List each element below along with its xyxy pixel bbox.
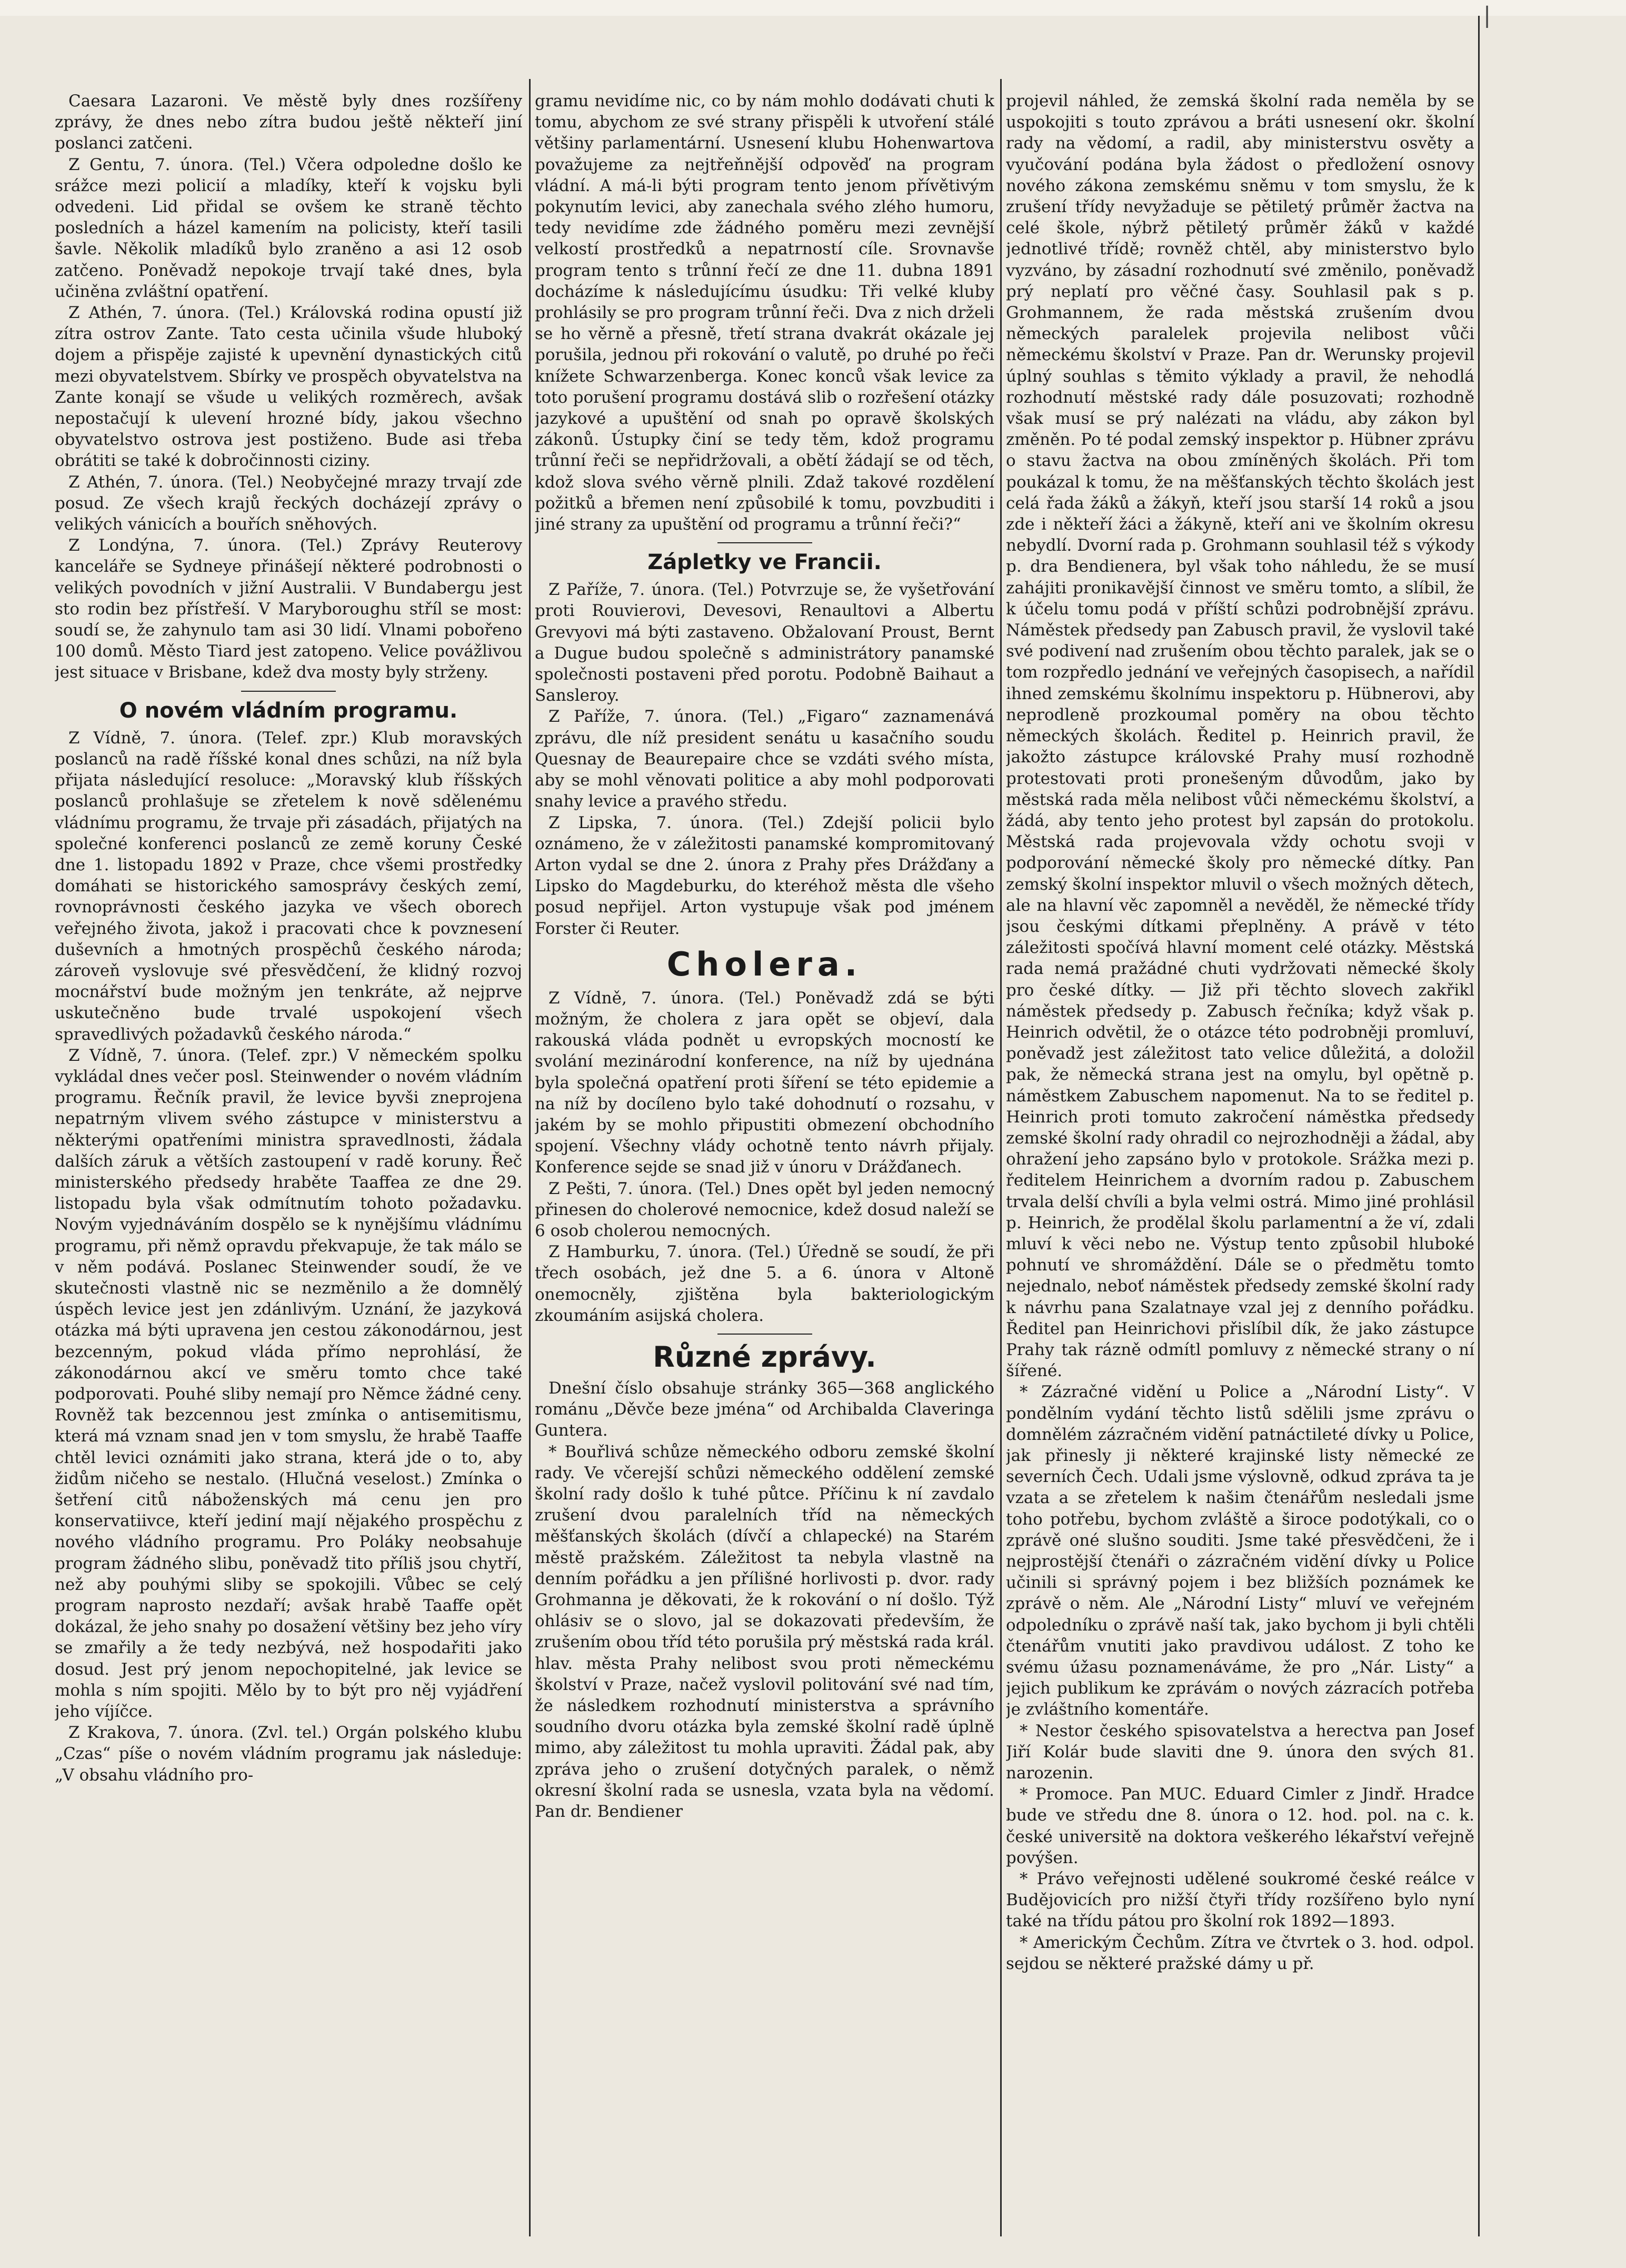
article-paragraph: Z Lipska, 7. února. (Tel.) Zdejší policii bylo oznámeno, že v záležitosti panamské kompromitovaný Arton vydal se dne 2. února z Prahy přes Drážďany a Lipsko do Magdeburku, do kteréhož města dle všeho posud nepřijel. Arton vystupuje však pod jménem Forster či Reuter. (535, 813, 994, 938)
section-divider (717, 542, 812, 543)
page-top-edge (0, 0, 1626, 16)
article-paragraph: gramu nevidíme nic, co by nám mohlo dodávati chuti k tomu, abychom ze své strany přispěli k utvoření stálé většiny parlamentární. Usnesení klubu Hohenwartova považujeme za nejtřeňnější odpověď na program vládní. A má-li býti program tento jenom přívětivým pokynutím levici, aby zanechala svého zlého humoru, tedy nevidíme zde žádného poměru mezi zevnější velkostí prostředků a nepatrností cíle. Srovnavše program tento s trůnní řečí ze dne 11. dubna 1891 docházíme k následujícímu úsudku: Tři velké kluby prohlásily se pro program trůnní řeči. Dva z nich drželi se ho věrně a přesně, třetí strana dvakrát okázale jej porušila, jednou při rokování o valutě, po druhé po řeči knížete Schwarzenberga. Konec konců však levice za toto porušení programu dostává slib o rozřešení otázky jazykové a upuštění od snah po opravě školských zákonů. Ústupky činí se tedy těm, kdož programu trůnní řeči se nepřidržovali, a obětí žádají se od těch, kdož slova svého věrně plnili. Zdaž takové rozdělení požitků a břemen není způsobilé k tomu, povzbuditi i jiné strany za upuštění od programu a trůnní řeči?“ (535, 92, 994, 534)
section-heading: Zápletky ve Francii. (647, 550, 882, 575)
article-paragraph: * Promoce. Pan MUC. Eduard Cimler z Jindř. Hradce bude ve středu dne 8. února o 12. hod. pol. na c. k. české universitě na doktora veškerého lékařství veřejně povýšen. (1006, 1785, 1474, 1867)
article-paragraph: Z Gentu, 7. února. (Tel.) Včera odpoledne došlo ke srážce mezi policií a mladíky, kteří k vojsku byli odvedeni. Lid přidal se ovšem ke straně těchto posledních a házel kamením na policisty, kteří tasili šavle. Několik mladíků bylo zraněno a asi 12 osob zatčeno. Poněvadž nepokoje trvají také dnes, byla učiněna zvláštní opatření. (55, 155, 522, 301)
article-paragraph: * Právo veřejnosti udělené soukromé české reálce v Budějovicích pro nižší čtyři třídy rozšířeno bylo nyní také na třídu pátou pro školní rok 1892—1893. (1006, 1869, 1474, 1931)
article-paragraph: Z Vídně, 7. února. (Telef. zpr.) Klub moravských poslanců na radě říšské konal dnes schůzi, na níž byla přijata následující resoluce: „Moravský klub říšských poslanců prohlašuje se zřetelem k nově sdělenému vládnímu programu, že trvaje při zásadách, přijatých na společné konferenci poslanců ze země koruny České dne 1. listopadu 1892 v Praze, chce všemi prostředky domáhati se historického samosprávy českých zemí, rovnoprávnosti českého jazyka ve všech oborech veřejného života, jakož i pracovati chce k povznesení duševních a hmotných prospěchů českého národa; zároveň vyslovuje své přesvědčení, že klidný rozvoj mocnářství bude možným jen tenkráte, až nejprve uskutečněno bude trvalé uspokojení všech spravedlivých požadavků českého národa.“ (55, 728, 522, 1044)
article-paragraph: Z Krakova, 7. února. (Zvl. tel.) Orgán polského klubu „Czas“ píše o novém vládním programu jak následuje: „V obsahu vládního pro- (55, 1723, 522, 1785)
article-paragraph: * Bouřlivá schůze německého odboru zemské školní rady. Ve včerejší schůzi německého oddělení zemské školní rady došlo k tuhé půtce. Příčinu k ní zavdalo zrušení dvou paralelních tříd na německých měšťanských školách (dívčí a chlapecké) na Starém městě pražském. Záležitost ta nebyla vlastně na denním pořádku a jen přílišné horlivosti p. dvor. rady Grohmanna je děkovati, že k rokování o ní došlo. Týž ohlásiv se o slovo, jal se dokazovati především, že zrušením obou tříd této porušila prý městská rada král. hlav. města Prahy nelibost svou proti německému školství v Praze, načež vyslovil politování své nad tím, že následkem rozhodnutí ministerstva a správního soudního dvoru otázka byla zemské školní radě úplně mimo, aby záležitost tu mohla upraviti. Žádal pak, aby zpráva jeho o zrušení dotyčných paralek, o němž okresní školní rada se usnesla, vzata byla na vědomí. Pan dr. Bendiener (535, 1442, 994, 1822)
page-margin-mark: | (1483, 2, 1491, 28)
section-divider (717, 1334, 812, 1335)
article-paragraph: projevil náhled, že zemská školní rada neměla by se uspokojiti s touto zprávou a bráti usnesení okr. školní rady na vědomí, a radil, aby ministerstvu osvěty a vyučování podána byla žádost o předložení osnovy nového zákona zemskému sněmu v tom smyslu, že k zrušení třídy nevyžaduje se pětiletý průměr žactva na celé škole, nýbrž pětiletý průměr žáků v každé jednotlivé třídě; rovněž chtěl, aby ministerstvo bylo vyzváno, by zásadní rozhodnutí své změnilo, poněvadž prý neplatí pro věčné časy. Souhlasil pak s p. Grohmannem, že rada městská zrušením dvou německých paralelek projevila nelibost vůči německému školství v Praze. Pan dr. Werunsky projevil úplný souhlas s těmito výklady a pravil, že nehodlá rozhodnutí městské rady dále posuzovati; rozhodně však musí se prý nalézati na vládu, aby zákon byl změněn. Po té podal zemský inspektor p. Hübner zprávu o stavu žactva na obou zmíněných školách. Při tom poukázal k tomu, že na měšťanských těchto školách jest celá řada žáků a žákyň, kteří jsou starší 14 roků a jsou zde i někteří žáci a žákyně, kteří ani ve školním okresu nebydlí. Dvorní rada p. Grohmann souhlasil též s výkody p. dra Bendienera, byl však toho náhledu, že se musí zahájiti pronikavější činnost ve směru tomto, a slíbil, že k účelu tomu podá v příští schůzi podrobnější zprávu. Náměstek předsedy pan Zabusch pravil, že vyslovil také své podivení nad zrušením obou těchto paralek, jak se o tom rozpředlo jednání ve veřejných časopisech, a nařídil ihned zemskému školnímu inspektoru p. Hübnerovi, aby neprodleně prozkoumal poměry na obou těchto německých školách. Ředitel p. Heinrich pravil, že jakožto zástupce královské Prahy musí rozhodně protestovati proti pronešeným důvodům, jako by městská rada měla nelibost vůči německému školství, a žádá, aby tento jeho protest byl zapsán do protokolu. Městská rada projevovala vždy ochotu svoji v podporování německé školy pro německé dítky. Pan zemský školní inspektor mluvil o všech možných dětech, ale na hlavní věc zapomněl a nevěděl, že německé třídy jsou českými dítkami přeplněny. A právě v této záležitosti spočívá hlavní moment celé otázky. Městská rada nemá pražádné chuti vydržovati německé školy pro české dítky. — Již při těchto slovech zakřikl náměstek předsedy p. Zabusch řečníka; když však p. Heinrich odvětil, že o otázce této podrobněji promluví, poněvadž jest záležitost tato velice důležitá, a doložil pak, že německá strana jest na omylu, byl opětně p. náměstkem Zabuschem napomenut. Na to se ředitel p. Heinrich proti tomuto zakročení náměstka předsedy zemské školní rady ohradil co nejrozhodněji a žádal, aby ohražení jeho zapsáno bylo v protokole. Srážka mezi p. ředitelem Heinrichem a dvorním radou p. Zabuschem trvala delší chvíli a byla velmi ostrá. Mimo jiné prohlásil p. Heinrich, že prodělal školu parlamentní a že ví, zdali mluví k věci nebo ne. Výstup tento způsobil hluboké pohnutí ve shromáždění. Dále se o předmětu tomto nejednalo, neboť náměstek předsedy zemské školní rady k návrhu pana Szalatnaye vzal jej z denního pořádku. Ředitel pan Heinrichovi přislíbil dík, že jako zástupce Prahy tak rázně odmítl pomluvy z německé strany o ní šířené. (1006, 92, 1474, 1381)
article-paragraph: Z Vídně, 7. února. (Telef. zpr.) V německém spolku vykládal dnes večer posl. Steinwender o novém vládním programu. Řečník pravil, že levice byvši zneprojena nepatrným vlivem svého zástupce v ministerstvu a některými opatřeními ministra spravedlnosti, žádala dalších záruk a větších zastoupení v radě koruny. Řeč ministerského předsedy hraběte Taaffea ze dne 29. listopadu byla však odmítnutím tohoto požadavku. Novým vyjednáváním dospělo se k nynějšímu vládnímu programu, při němž opravdu překvapuje, že tak málo se v něm podává. Poslanec Steinwender soudí, že ve skutečnosti vlastně nic se nezměnilo a že domnělý úspěch levice jest jen zdánlivým. Uznání, že jazyková otázka má býti upravena jen cestou zákonodárnou, jest bezcenným, pokud vláda přímo neprohlásí, že zákonodárnou akcí ve směru tomto chce také podporovati. Pouhé sliby nemají pro Němce žádné ceny. Rovněž tak bezcennou jest zmínka o antisemitismu, která má vznam snad jen v tom smyslu, že hrabě Taaffe chtěl levici oznámiti jako strana, která jde o to, aby židům ničeho se nestalo. (Hlučná veselost.) Zmínka o šetření citů náboženských má cenu jen pro konservatiivce, kteří jediní mají nějakého prospěchu z nového vládního programu. Pro Poláky neobsahuje program žádného slibu, poněvadž tito příliš jsou chytří, než aby pouhými sliby se spokojili. Vůbec se celý program naprosto nezdaří; avšak hrabě Taaffe opět dokázal, že jeho snahy po dosažení většiny bez jeho víry se zmařily a že tedy nezbývá, než hospodařiti jako dosud. Jest prý jenom nepochopitelné, jak levice se mohla s ním spojiti. Mělo by to být pro něj vyjádření jeho víjíčce. (55, 1046, 522, 1722)
section-divider (241, 691, 336, 692)
article-paragraph: Z Athén, 7. února. (Tel.) Neobyčejné mrazy trvají zde posud. Ze všech krajů řeckých docházejí zprávy o velikých vánicích a bouřích sněhových. (55, 472, 522, 534)
article-paragraph: Z Vídně, 7. února. (Tel.) Poněvadž zdá se býti možným, že cholera z jara opět se objeví, dala rakouská vláda podnět u evropských mocností ke svolání mezinárodní konference, na níž by ujednána byla společná opatření proti šíření se této epidemie a na níž by docíleno bylo také dohodnutí o rozsahu, v jakém by se mohlo připustiti obmezení obchodního spojení. Všechny vlády ochotně tento návrh přijaly. Konference sejde se snad již v únoru v Drážďanech. (535, 988, 994, 1177)
column-2 (535, 91, 994, 2217)
article-paragraph: Z Londýna, 7. února. (Tel.) Zprávy Reuterovy kanceláře se Sydneye přinášejí některé podrobnosti o velikých povodních v jižní Australii. V Bundabergu jest sto rodin bez přístřeší. V Maryboroughu stříl se most: soudí se, že zahynulo tam asi 30 lidí. Vlnami pobořeno 100 domů. Město Tiard jest zatopeno. Velice povážlivou jest situace v Brisbane, kdež dva mosty byly strženy. (55, 536, 522, 682)
article-paragraph: * Zázračné vidění u Police a „Národní Listy“. V pondělním vydání těchto listů sdělili jsme zprávu o domnělém zázračném vidění patnáctileté dívky u Police, jak přinesly ji některé krajinské listy německé ze severních Čech. Udali jsme výslovně, odkud zpráva ta je vzata a se zřetelem k našim čtenářům nesledali jsme toho potřebu, bychom zvláště a široce podotýkali, co o zprávě oné slušno souditi. Jsme také přesvědčeni, že i nejprostější čtenáři o zázračném vidění dívky u Police učinili si správný pojem i bez bližších poznámek ke zprávě o něm. Ale „Národní Listy“ mluví ve veřejném odpoledníku o zprávě naší tak, jako bychom ji byli chtěli čtenářům vnutiti jako pravdivou událost. Z toho ke svému úžasu poznamenáváme, že pro „Nár. Listy“ a jejich publikum ke zprávám o nových zázracích potřeba je zvláštního komentáře. (1006, 1382, 1474, 1719)
article-paragraph: * Nestor českého spisovatelstva a herectva pan Josef Jiří Kolár bude slaviti dne 9. února den svých 81. narozenin. (1006, 1721, 1474, 1783)
section-heading: Cholera. (666, 944, 863, 983)
article-paragraph: Z Paříže, 7. února. (Tel.) „Figaro“ zaznamenává zprávu, dle níž president senátu u kasačního soudu Quesnay de Beaurepaire chce se vzdáti svého místa, aby se mohl věnovati politice a aby mohl podporovati snahy levice a pravého středu. (535, 707, 994, 811)
column-rule-3 (1478, 16, 1480, 2236)
article-paragraph: Z Paříže, 7. února. (Tel.) Potvrzuje se, že vyšetřování proti Rouvierovi, Devesovi, Renaultovi a Albertu Grevyovi má býti zastaveno. Obžalovaní Proust, Bernt a Dugue budou společně s administrátory panamské společnosti postaveni před porotu. Podobně Baihaut a Sansleroy. (535, 580, 994, 705)
article-paragraph: Z Pešti, 7. února. (Tel.) Dnes opět byl jeden nemocný přinesen do cholerové nemocnice, kdež dosud naleží se 6 osob cholerou nemocných. (535, 1179, 994, 1240)
section-heading: O novém vládním programu. (119, 698, 458, 723)
section-heading: Různé zprávy. (653, 1340, 876, 1374)
article-paragraph: * Americkým Čechům. Zítra ve čtvrtek o 3. hod. odpol. sejdou se některé pražské dámy u př. (1006, 1933, 1474, 1973)
article-paragraph: Z Hamburku, 7. února. (Tel.) Úředně se soudí, že při třech osobách, jež dne 5. a 6. února v Altoně onemocněly, zjištěna byla bakteriologickým zkoumáním asijská cholera. (535, 1242, 994, 1325)
column-rule-2 (1000, 79, 1002, 2236)
article-paragraph: Z Athén, 7. února. (Tel.) Královská rodina opustí již zítra ostrov Zante. Tato cesta učinila všude hluboký dojem a přispěje zajisté k upevnění dynastických citů mezi obyvatelstvem. Sbírky ve prospěch obyvatelstva na Zante konají se všude u velikých rozměrech, avšak nepostačují k ulevení hrozné bídy, jakou všechno obyvatelstvo ostrova jest postiženo. Bude asi třeba obrátiti se také k dobročinnosti ciziny. (55, 303, 522, 471)
column-3 (1006, 91, 1474, 2217)
article-paragraph: Dnešní číslo obsahuje stránky 365—368 anglického románu „Děvče beze jména“ od Archibalda Claveringa Guntera. (535, 1378, 994, 1440)
article-paragraph: Caesara Lazaroni. Ve městě byly dnes rozšířeny zprávy, že dnes nebo zítra budou ještě někteří jiní poslanci zatčeni. (55, 92, 522, 153)
column-1 (55, 91, 522, 2217)
column-rule-1 (529, 79, 531, 2236)
